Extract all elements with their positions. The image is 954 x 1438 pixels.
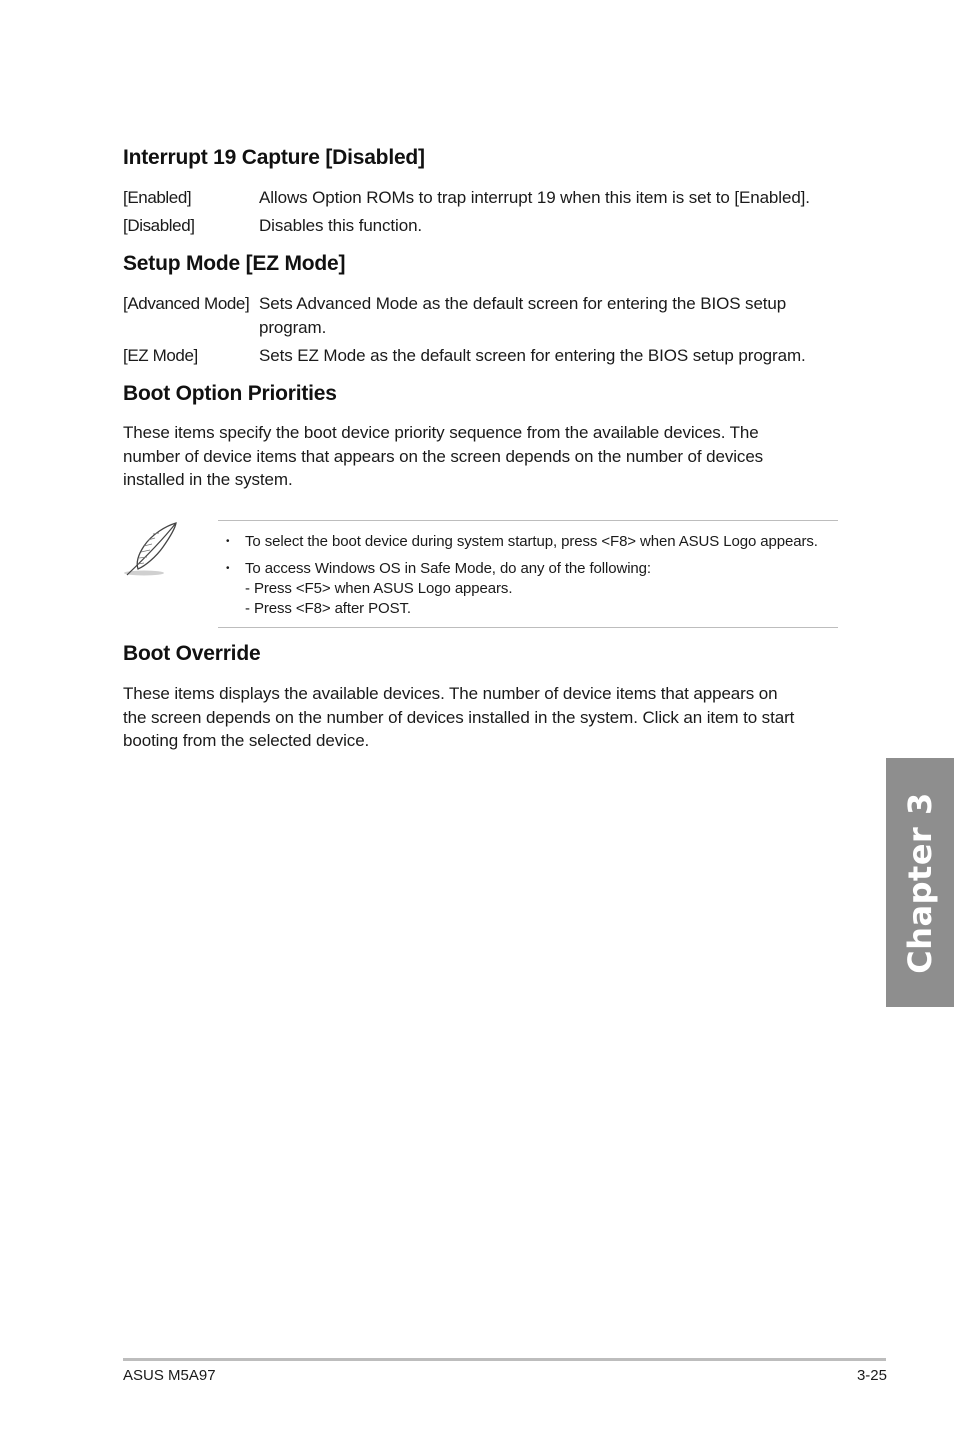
paragraph-line: These items displays the available devices. The number of device items that appears on bbox=[123, 684, 778, 703]
option-term-enabled: [Enabled] bbox=[123, 188, 192, 207]
note-line: To access Windows OS in Safe Mode, do any of the following: bbox=[245, 560, 651, 577]
paragraph-line: installed in the system. bbox=[123, 470, 293, 489]
footer-product-name: ASUS M5A97 bbox=[123, 1367, 216, 1384]
note-bottom-divider bbox=[218, 627, 838, 628]
option-desc-line: program. bbox=[259, 317, 327, 337]
heading-interrupt-19-capture: Interrupt 19 Capture [Disabled] bbox=[123, 146, 425, 169]
option-desc-disabled: Disables this function. bbox=[259, 216, 423, 235]
bullet-icon: • bbox=[226, 563, 230, 574]
heading-boot-override: Boot Override bbox=[123, 642, 261, 665]
note-line: - Press <F8> after POST. bbox=[245, 600, 411, 617]
option-term-advanced-mode: [Advanced Mode] bbox=[123, 294, 250, 313]
note-list-item bbox=[226, 532, 818, 552]
chapter-tab-label: Chapter 3 bbox=[901, 791, 939, 974]
note-line: - Press <F5> when ASUS Logo appears. bbox=[245, 580, 513, 597]
bullet-icon: • bbox=[226, 536, 230, 547]
chapter-tab bbox=[886, 758, 954, 1007]
paragraph-line: the screen depends on the number of devices installed in the system. Click an item to start bbox=[123, 707, 795, 727]
option-desc-enabled: Allows Option ROMs to trap interrupt 19 when this item is set to [Enabled]. bbox=[259, 188, 810, 207]
note-line: To select the boot device during system startup, press <F8> when ASUS Logo appears. bbox=[245, 533, 818, 550]
option-desc-line: Sets Advanced Mode as the default screen for entering the BIOS setup bbox=[259, 294, 787, 313]
footer-page-number: 3-25 bbox=[856, 1367, 887, 1384]
option-desc-ez-mode: Sets EZ Mode as the default screen for entering the BIOS setup program. bbox=[259, 346, 806, 365]
option-term-disabled: [Disabled] bbox=[123, 216, 195, 235]
paragraph-boot-option-priorities bbox=[123, 421, 823, 492]
paragraph-line: number of device items that appears on the screen depends on the number of devices bbox=[123, 446, 764, 466]
paragraph-line: These items specify the boot device priority sequence from the available devices. The bbox=[123, 423, 759, 442]
paragraph-boot-override bbox=[123, 682, 823, 753]
note-list-item bbox=[226, 559, 651, 619]
option-term-ez-mode: [EZ Mode] bbox=[123, 346, 198, 365]
feather-pen-icon bbox=[122, 520, 180, 580]
footer-divider bbox=[123, 1358, 886, 1361]
heading-setup-mode: Setup Mode [EZ Mode] bbox=[123, 252, 346, 275]
heading-boot-option-priorities: Boot Option Priorities bbox=[123, 382, 337, 405]
paragraph-line: booting from the selected device. bbox=[123, 731, 370, 750]
option-desc-advanced-mode bbox=[259, 292, 849, 339]
note-top-divider bbox=[218, 520, 838, 521]
